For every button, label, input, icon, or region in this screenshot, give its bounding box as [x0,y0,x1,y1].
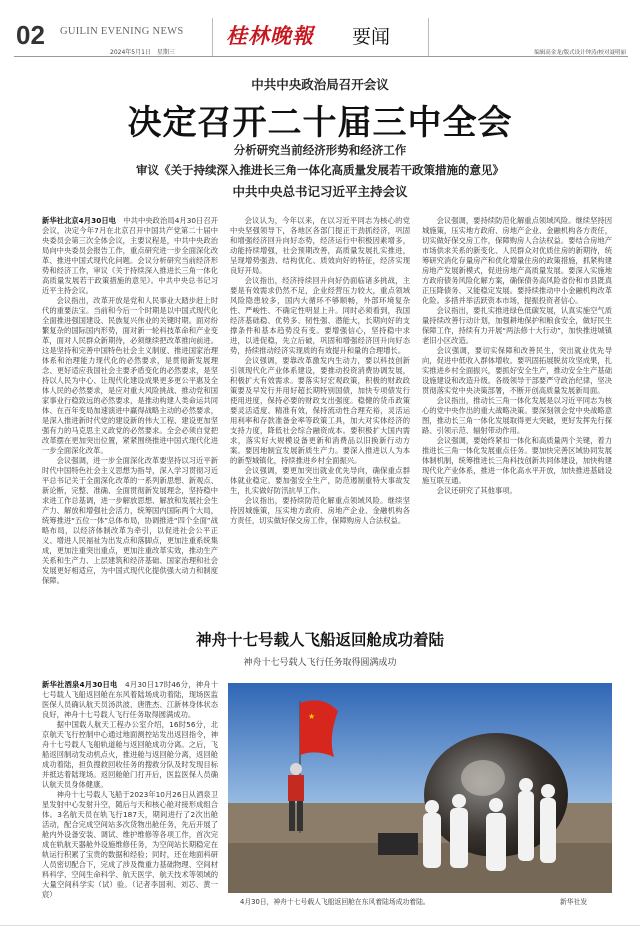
issue-date: 2024年5月1日 星期三 [110,49,175,56]
story1-headline: 决定召开二十届三中全会 [127,103,513,143]
divider [212,18,213,56]
story2-headline: 神舟十七号载人飞船返回舱成功着陆 [195,631,444,649]
paragraph: 中共中央政治局4月30日召开会议，决定今年7月在北京召开中国共产党第二十届中央委员会第三次全体会议，主要议程是，中共中央政治局向中央委员会报告工作，重点研究进一步全面深化改革、推进中国式现代化问题。会议分析研究当前经济形势和经济工作，审议《关于持续深入推进长三角一体化高质量发展若干政策措施的意见》。中共中央总书记习近平主持会议。 [42,216,218,295]
story1-kicker: 中共中央政治局召开会议 [251,77,389,92]
paragraph: 会议强调，要更加突出就业优先导向，确保重点群体就业稳定。要加强安全生产，防范遏制重特大事故发生，扎实做好防汛抗旱工作。 [230,466,410,495]
story1-subhead: 分析研究当前经济形势和经济工作 [233,143,407,157]
editor-credits: 编辑高金龙/版式设计钟涛/校对聂明丽 [534,50,626,56]
photo-credit: 新华社发 [560,898,588,906]
paragraph: 会议指出，改革开放是党和人民事业大踏步赶上时代的重要法宝。当前和今后一个时期是以中国式现代化全面推进强国建设、民族复兴伟业的关键时期。面对纷繁复杂的国际国内形势，面对新一轮科技革命和产业变革，面对人民群众新期待，必须继续把改革推向前进。这是坚持和完善中国特色社会主义制度、推进国家治理体系和治理能力现代化的必然要求，是贯彻新发展理念、更好适应我国社会主要矛盾变化的必然要求，是坚持以人民为中心、让现代化建设成果更多更公平惠及全体人民的必然要求，是应对重大风险挑战、推动党和国家事业行稳致远的必然要求，是推动构建人类命运共同体、在百年变局加速演进中赢得战略主动的必然要求，是深入推进新时代党的建设新的伟大工程、建设更加坚强有力的马克思主义政党的必然要求。全会必须自觉把改革摆在更加突出位置，紧紧围绕推进中国式现代化进一步全面深化改革。 [42,296,218,455]
paragraph: 神舟十七号载人飞船于2023年10月26日从酒泉卫星发射中心发射升空，随后与天和核心舱对接形成组合体。3名航天员在轨飞行187天，期间进行了2次出舱活动，配合完成空间站多次货物出舱任务，先后开展了舱内外设备安装、调试、维护维修等各项工作，首次完成在轨航天器舱外设施维修任务，为空间站长期稳定在轨运行积累了宝贵的数据和经验；同时，还在地面科研人员密切配合下，完成了涉及微重力基础物理、空间材料科学、空间生命科学、航天医学、航天技术等领域的大量空间科学实（试）验。（记者李国利、刘芯、黄一宸） [42,790,218,899]
section-title: 要闻 [352,26,391,48]
paragraph: 会议指出，要扎实推进绿色低碳发展，认真实施空气质量持续改善行动计划，加强耕地保护和粮食安全，做好民生保障工作，持续有力开展“两法修十大行动”，加快推进城镇老旧小区改造。 [422,306,612,345]
dateline: 新华社酒泉4月30日电 [42,680,118,689]
paragraph: 会议强调，要切实保障和改善民生，突出就业优先导向，促进中低收入群体增收。要巩固拓展脱贫攻坚成果，扎实推进乡村全面振兴，要抓好安全生产，推动安全生产基础设施建设和改造升级。各级领导干部要严守政治纪律，坚决贯彻落实党中央决策部署，不断开创高质量发展新局面。 [422,346,612,395]
photo-caption: 4月30日，神舟十七号载人飞船返回舱在东风着陆场成功着陆。 [240,898,430,906]
paragraph: 会议强调，要始终紧扣一体化和高质量两个关键，着力推进长三角一体化发展重点任务。要加快完善区域协同发展体制机制，统筹推进长三角科技创新共同体建设，加快构建现代化产业体系，推进一体化高水平开放，加快推进基础设施互联互通。 [422,436,612,485]
paragraph: 会议还研究了其他事项。 [436,486,517,495]
story1-column-3 [422,216,612,612]
dateline: 新华社北京4月30日电 [42,216,116,225]
paper-name-en: GUILIN EVENING NEWS [60,26,184,37]
story2-subhead: 神舟十七号载人飞行任务取得圆满成功 [243,658,397,668]
paragraph: 会议强调，进一步全面深化改革要坚持以习近平新时代中国特色社会主义思想为指导，深入学习贯彻习近平总书记关于全面深化改革的一系列新思想、新观点、新论断，完整、准确、全面贯彻新发展理念，坚持稳中求进工作总基调，进一步解放思想、解放和发展社会生产力、解放和增强社会活力，统筹国内国际两个大局，统筹推进“五位一体”总体布局，协调推进“四个全面”战略布局，以经济体制改革为牵引，以促进社会公平正义、增进人民福祉为出发点和落脚点，更加注重系统集成，更加注重突出重点，更加注重改革实效，推动生产关系和生产力、上层建筑和经济基础、国家治理和社会发展更好相适应，为中国式现代化提供强大动力和制度保障。 [42,456,218,585]
divider [0,925,640,926]
paragraph: 会议指出，推动长三角一体化发展是以习近平同志为核心的党中央作出的重大战略决策。要深刻领会党中央战略意图，推动长三角一体化发展取得更大突破，更好发挥先行探路、引领示范、辐射带动作用。 [422,396,612,435]
paragraph: 会议指出，经济持续回升向好仍面临诸多挑战，主要是有效需求仍然不足，企业经营压力较大，重点领域风险隐患较多，国内大循环不够顺畅，外部环境复杂性、严峻性、不确定性明显上升。同时必须看到，我国经济基础稳、优势多、韧性强、潜能大，长期向好的支撑条件和基本趋势没有变。要增强信心，坚持稳中求进，以进促稳，先立后破，巩固和增强经济回升向好态势，持续推动经济实现质的有效提升和量的合理增长。 [230,276,410,355]
story1-subhead: 审议《关于持续深入推进长三角一体化高质量发展若干政策措施的意见》 [136,163,504,177]
story2-column [42,680,218,912]
paragraph: 会议强调，要持续防范化解重点领域风险。继续坚持因城施策，压实地方政府、房地产企业、金融机构各方责任，切实做好保交房工作，保障购房人合法权益。要结合房地产市场供求关系的新变化、人民群众对优质住房的新期待，统筹研究消化存量房产和优化增量住房的政策措施，抓紧构建房地产发展新模式，促进房地产高质量发展。要深入实施地方政府债务风险化解方案，确保债务高风险省份和市县既真正压降债务、又能稳定发展。要持续推动中小金融机构改革化险。多措并举活跃资本市场，提振投资者信心。 [422,216,612,305]
story1-subhead: 中共中央总书记习近平主持会议 [232,184,408,199]
paragraph: 4月30日17时46分，神舟十七号载人飞船返回舱在东风着陆场成功着陆，现场医监医保人员确认航天员汤洪波、唐胜杰、江新林身体状态良好，神舟十七号载人飞行任务取得圆满成功。 [42,680,218,719]
page-number: 02 [16,20,45,50]
svg-text:★: ★ [308,712,316,721]
paragraph: 会议强调，要靠改革激发内生动力，要以科技创新引领现代化产业体系建设，要推动投资消费协调发展，积极扩大有效需求。要落实好宏观政策，积极的财政政策要及早发行并用好超长期特别国债，加快专项债发行使用进度，保持必要的财政支出强度。稳健的货币政策要灵活适度、精准有效，保持流动性合理充裕，灵活运用利率和存款准备金率等政策工具，加大对实体经济的支持力度，降低社会综合融资成本。要积极扩大国内需求，落实好大规模设备更新和消费品以旧换新行动方案。要因地制宜发展新质生产力。要深入推进以人为本的新型城镇化，持续推进乡村全面振兴。 [230,356,410,465]
paragraph: 据中国载人航天工程办公室介绍，16时56分，北京航天飞行控制中心通过地面测控站发出返回指令，神舟十七号载人飞船轨道舱与返回舱成功分离。之后，飞船返回制动发动机点火，推进舱与返回舱分离，返回舱成功着陆，担负搜救回收任务的搜救分队及时发现目标并抵达着陆现场。返回舱舱门打开后，医监医保人员确认航天员身体健康。 [42,720,218,789]
divider [428,18,429,56]
paragraph: 会议认为，今年以来，在以习近平同志为核心的党中央坚强领导下，各地区各部门提正干劲抓经济，巩固和增强经济回升向好态势，经济运行中积极因素增多，动能持续增强，社会预期改善，高质量发展扎实推进，呈现增势强劲、结构优化、质效向好的特征，经济实现良好开局。 [230,216,410,275]
paragraph: 会议指出，要持续防范化解重点领域风险。继续坚持因城施策，压实地方政府、房地产企业、金融机构各方责任，切实做好保交房工作，保障购房人合法权益。 [230,496,410,525]
landing-photo [228,683,612,893]
story1-column-2 [230,216,410,612]
story1-column-1 [42,216,218,612]
equipment-case [378,833,418,855]
paper-logo: 桂林晚報 [226,23,314,48]
masthead [14,14,628,57]
